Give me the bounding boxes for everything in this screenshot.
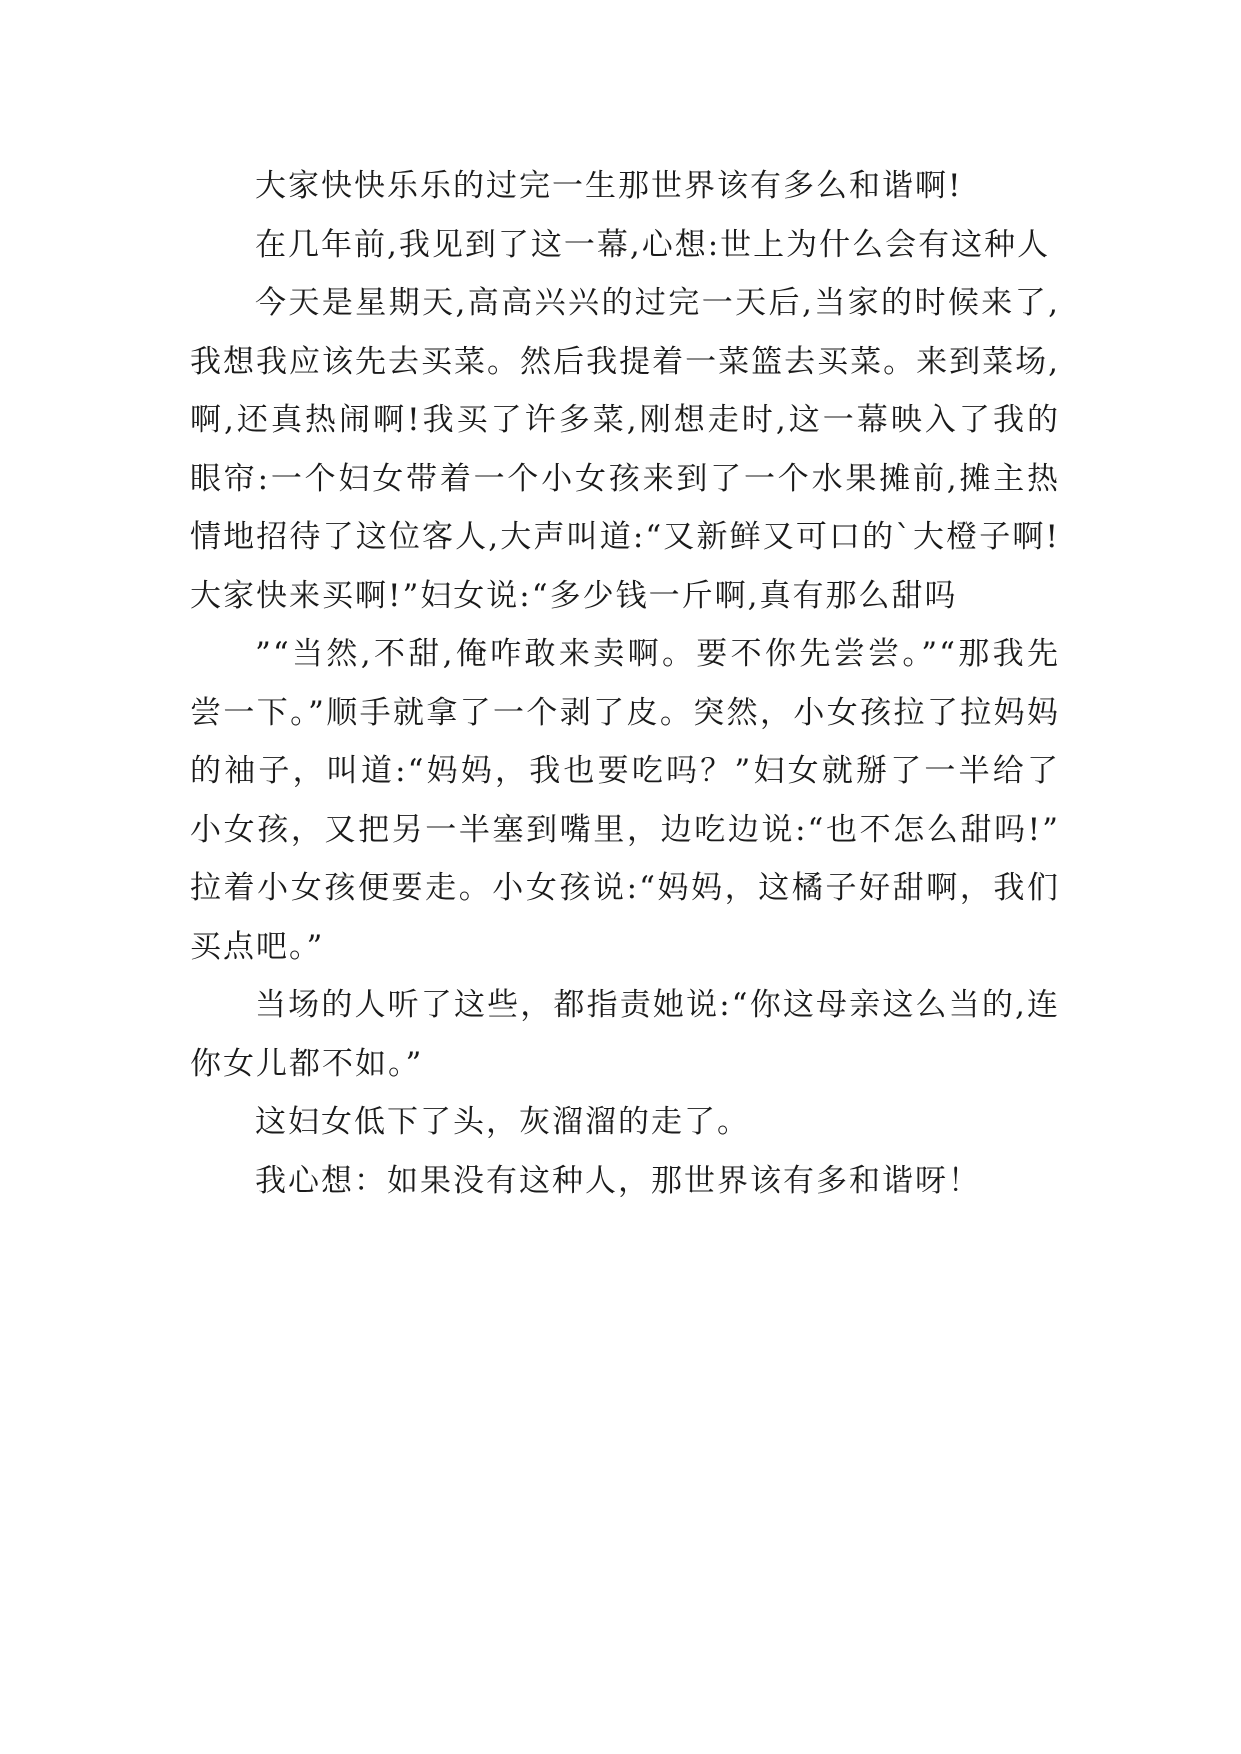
paragraph-3: 今天是星期天,高高兴兴的过完一天后,当家的时候来了,我想我应该先去买菜。然后我提着一菜篮去买菜。来到菜场,啊,还真热闹啊!我买了许多菜,刚想走时,这一幕映入了我的眼帘:一个妇女带着一个小女孩来到了一个水果摊前,摊主热情地招待了这位客人,大声叫道:“又新鲜又可口的`大橙子啊!大家快来买啊!”妇女说:“多少钱一斤啊,真有那么甜吗 [190,285,1060,614]
document-body [190,157,1060,1210]
paragraph-1: 大家快快乐乐的过完一生那世界该有多么和谐啊! [255,168,963,204]
paragraph-7: 我心想：如果没有这种人，那世界该有多和谐呀！ [255,1162,981,1199]
paragraph-4: ”“当然,不甜,俺咋敢来卖啊。要不你先尝尝。”“那我先尝一下。”顺手就拿了一个剥了皮。突然，小女孩拉了拉妈妈的袖子，叫道:“妈妈，我也要吃吗？”妇女就掰了一半给了小女孩，又把另一半塞到嘴里，边吃边说:“也不怎么甜吗!”拉着小女孩便要走。小女孩说:“妈妈，这橘子好甜啊，我们买点吧。” [190,636,1060,965]
paragraph-6: 这妇女低下了头，灰溜溜的走了。 [255,1104,750,1140]
paragraph-5: 当场的人听了这些，都指责她说:“你这母亲这么当的,连你女儿都不如。” [190,987,1060,1082]
paragraph-2: 在几年前,我见到了这一幕,心想:世上为什么会有这种人 [255,226,1051,263]
